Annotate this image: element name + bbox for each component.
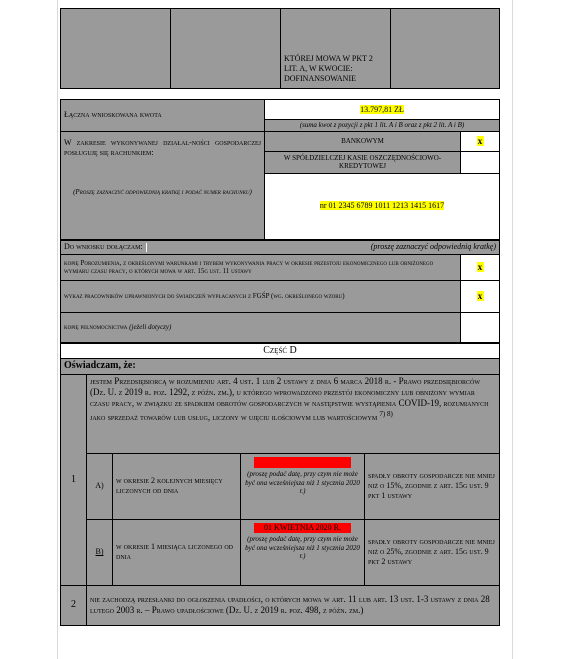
option-b-date-cell bbox=[241, 519, 365, 585]
attachment-employee-list-checkbox[interactable] bbox=[461, 280, 500, 312]
attachments-label: Do wniosku dołączam: bbox=[64, 242, 143, 252]
top-cell-label: KTÓREJ MOWA W PKT 2 LIT. A, W KWOCIE: DOFINANSOWANIE bbox=[281, 9, 391, 89]
option-a-date-cell bbox=[241, 453, 365, 519]
check-mark-icon: x bbox=[477, 135, 483, 146]
total-amount-note: (suma kwot z pozycji z pkt 1 lit. A i B oraz z pkt 2 lit. A i B) bbox=[265, 120, 500, 132]
option-a-letter: A) bbox=[87, 453, 113, 519]
attachment-poa-note: (jeżeli dotyczy) bbox=[129, 322, 172, 331]
option-a-date-field[interactable] bbox=[254, 457, 351, 468]
top-table bbox=[60, 8, 500, 89]
bank-account-label: W zakresie wykonywanej działal-ności gospodarczej posługuję się rachunkiem: bbox=[64, 137, 261, 157]
option-a-result: spadły obroty gospodarcze nie mniej niż o 15%, zgodnie z art. 15g ust. 9 pkt 1 ustawy bbox=[365, 453, 500, 519]
attachment-item-power-of-attorney bbox=[61, 312, 461, 342]
attachments-hint: (proszę zaznaczyć odpowiednią kratkę) bbox=[370, 242, 496, 252]
section-d-table bbox=[60, 343, 500, 626]
section-title: Część D bbox=[61, 343, 500, 359]
attachments-table bbox=[60, 240, 500, 343]
form-document bbox=[60, 8, 500, 626]
option-b-date-hint: (proszę podać datę, przy czym nie może być ona wcześniejsza niż 1 stycznia 2020 r.) bbox=[245, 534, 360, 561]
statement-number-1: 1 bbox=[61, 374, 87, 585]
attachment-poa-label: kopię pełnomocnictwa bbox=[64, 322, 128, 331]
attachments-header bbox=[61, 240, 500, 254]
attachment-item-employee-list: wykaz pracowników uprawnionych do świadczeń wypłacanych z FGŚP (wg. określonego wzoru) bbox=[61, 280, 461, 312]
option-a-text: w okresie 2 kolejnych miesięcy liczonych od dnia bbox=[113, 453, 241, 519]
account-number-cell bbox=[265, 173, 500, 239]
page-edge-left bbox=[57, 0, 58, 659]
bank-account-hint: (Proszę zaznaczyć odpowiednią kratkę i podać numer rachunku) bbox=[73, 187, 252, 196]
option-b-result: spadły obroty gospodarcze nie mniej niż o 25%, zgodnie z art. 15g ust. 9 pkt 2 ustawy bbox=[365, 519, 500, 585]
total-amount-cell bbox=[265, 100, 500, 120]
option-b-letter: B) bbox=[87, 519, 113, 585]
bank-option-label: BANKOWYM bbox=[265, 131, 461, 151]
total-amount-value[interactable]: 13.797,81 ZŁ bbox=[360, 104, 404, 114]
attachment-agreement-checkbox[interactable] bbox=[461, 254, 500, 280]
text-cursor bbox=[146, 243, 147, 252]
option-b-text: w okresie 1 miesiąca liczonego od dnia bbox=[113, 519, 241, 585]
bank-option-checkbox[interactable] bbox=[461, 131, 500, 151]
amount-bank-table bbox=[60, 99, 500, 240]
check-mark-icon: x bbox=[477, 261, 483, 272]
page-edge-right bbox=[512, 0, 513, 659]
option-b-date-field[interactable]: 01 KWIETNIA 2020 R. bbox=[254, 523, 351, 533]
option-a-date-hint: (proszę podać datę, przy czym nie może być ona wcześniejsza niż 1 stycznia 2020 r.) bbox=[245, 469, 360, 496]
attachment-poa-checkbox[interactable] bbox=[461, 312, 500, 342]
attachment-item-agreement: kopię Porozumienia, z określonymi warunkami i trybem wykonywania pracy w okresie przestoju ekonomicznego lub obniżonego wymiaru czasu pracy, o których mowa w art. 15g ust. 11 ustawy bbox=[61, 254, 461, 280]
top-cell-4 bbox=[391, 9, 500, 89]
top-cell-2 bbox=[171, 9, 281, 89]
statement-1-intro: jestem Przedsiębiorcą w rozumieniu art. 4 ust. 1 lub 2 ustawy z dnia 6 marca 2018 r. - Prawo przedsiębiorców (Dz. U. z 2019 r. poz. 1292, z późn. zm.), u którego wprowadzono przestój ekonomiczny lub obniżony wymiar czasu pracy, w związku ze spadkiem obrotów gospodarczych w następstwie wystąpienia COVID-19, rozumianych jako sprzedaż towarów lub usług, liczony w ujęciu ilościowym lub wartościowym bbox=[90, 375, 489, 422]
skok-option-checkbox[interactable] bbox=[461, 151, 500, 173]
check-mark-icon: x bbox=[477, 290, 483, 301]
bank-account-label-cell bbox=[61, 131, 265, 239]
footnote-ref: 7) 8) bbox=[379, 409, 393, 418]
statement-1-intro-cell bbox=[87, 374, 500, 453]
statement-number-2: 2 bbox=[61, 585, 87, 625]
statement-2-text: nie zachodzą przesłanki do ogłoszenia upadłości, o których mowa w art. 11 lub art. 13 ust. 1-3 ustawy z dnia 28 lutego 2003 r. – Prawo upadłościowe (Dz. U. z 2019 r. poz. 498, z późn. zm.) bbox=[87, 585, 500, 625]
top-cell-1 bbox=[61, 9, 171, 89]
account-number-value[interactable]: nr 01 2345 6789 1011 1213 1415 1617 bbox=[319, 201, 445, 211]
skok-option-label: W SPÓŁDZIELCZEJ KASIE OSZCZĘDNOŚCIOWO-KREDYTOWEJ bbox=[265, 151, 461, 173]
section-statement: Oświadczam, że: bbox=[61, 359, 500, 375]
total-amount-label: Łączna wnioskowana kwota bbox=[61, 100, 265, 132]
